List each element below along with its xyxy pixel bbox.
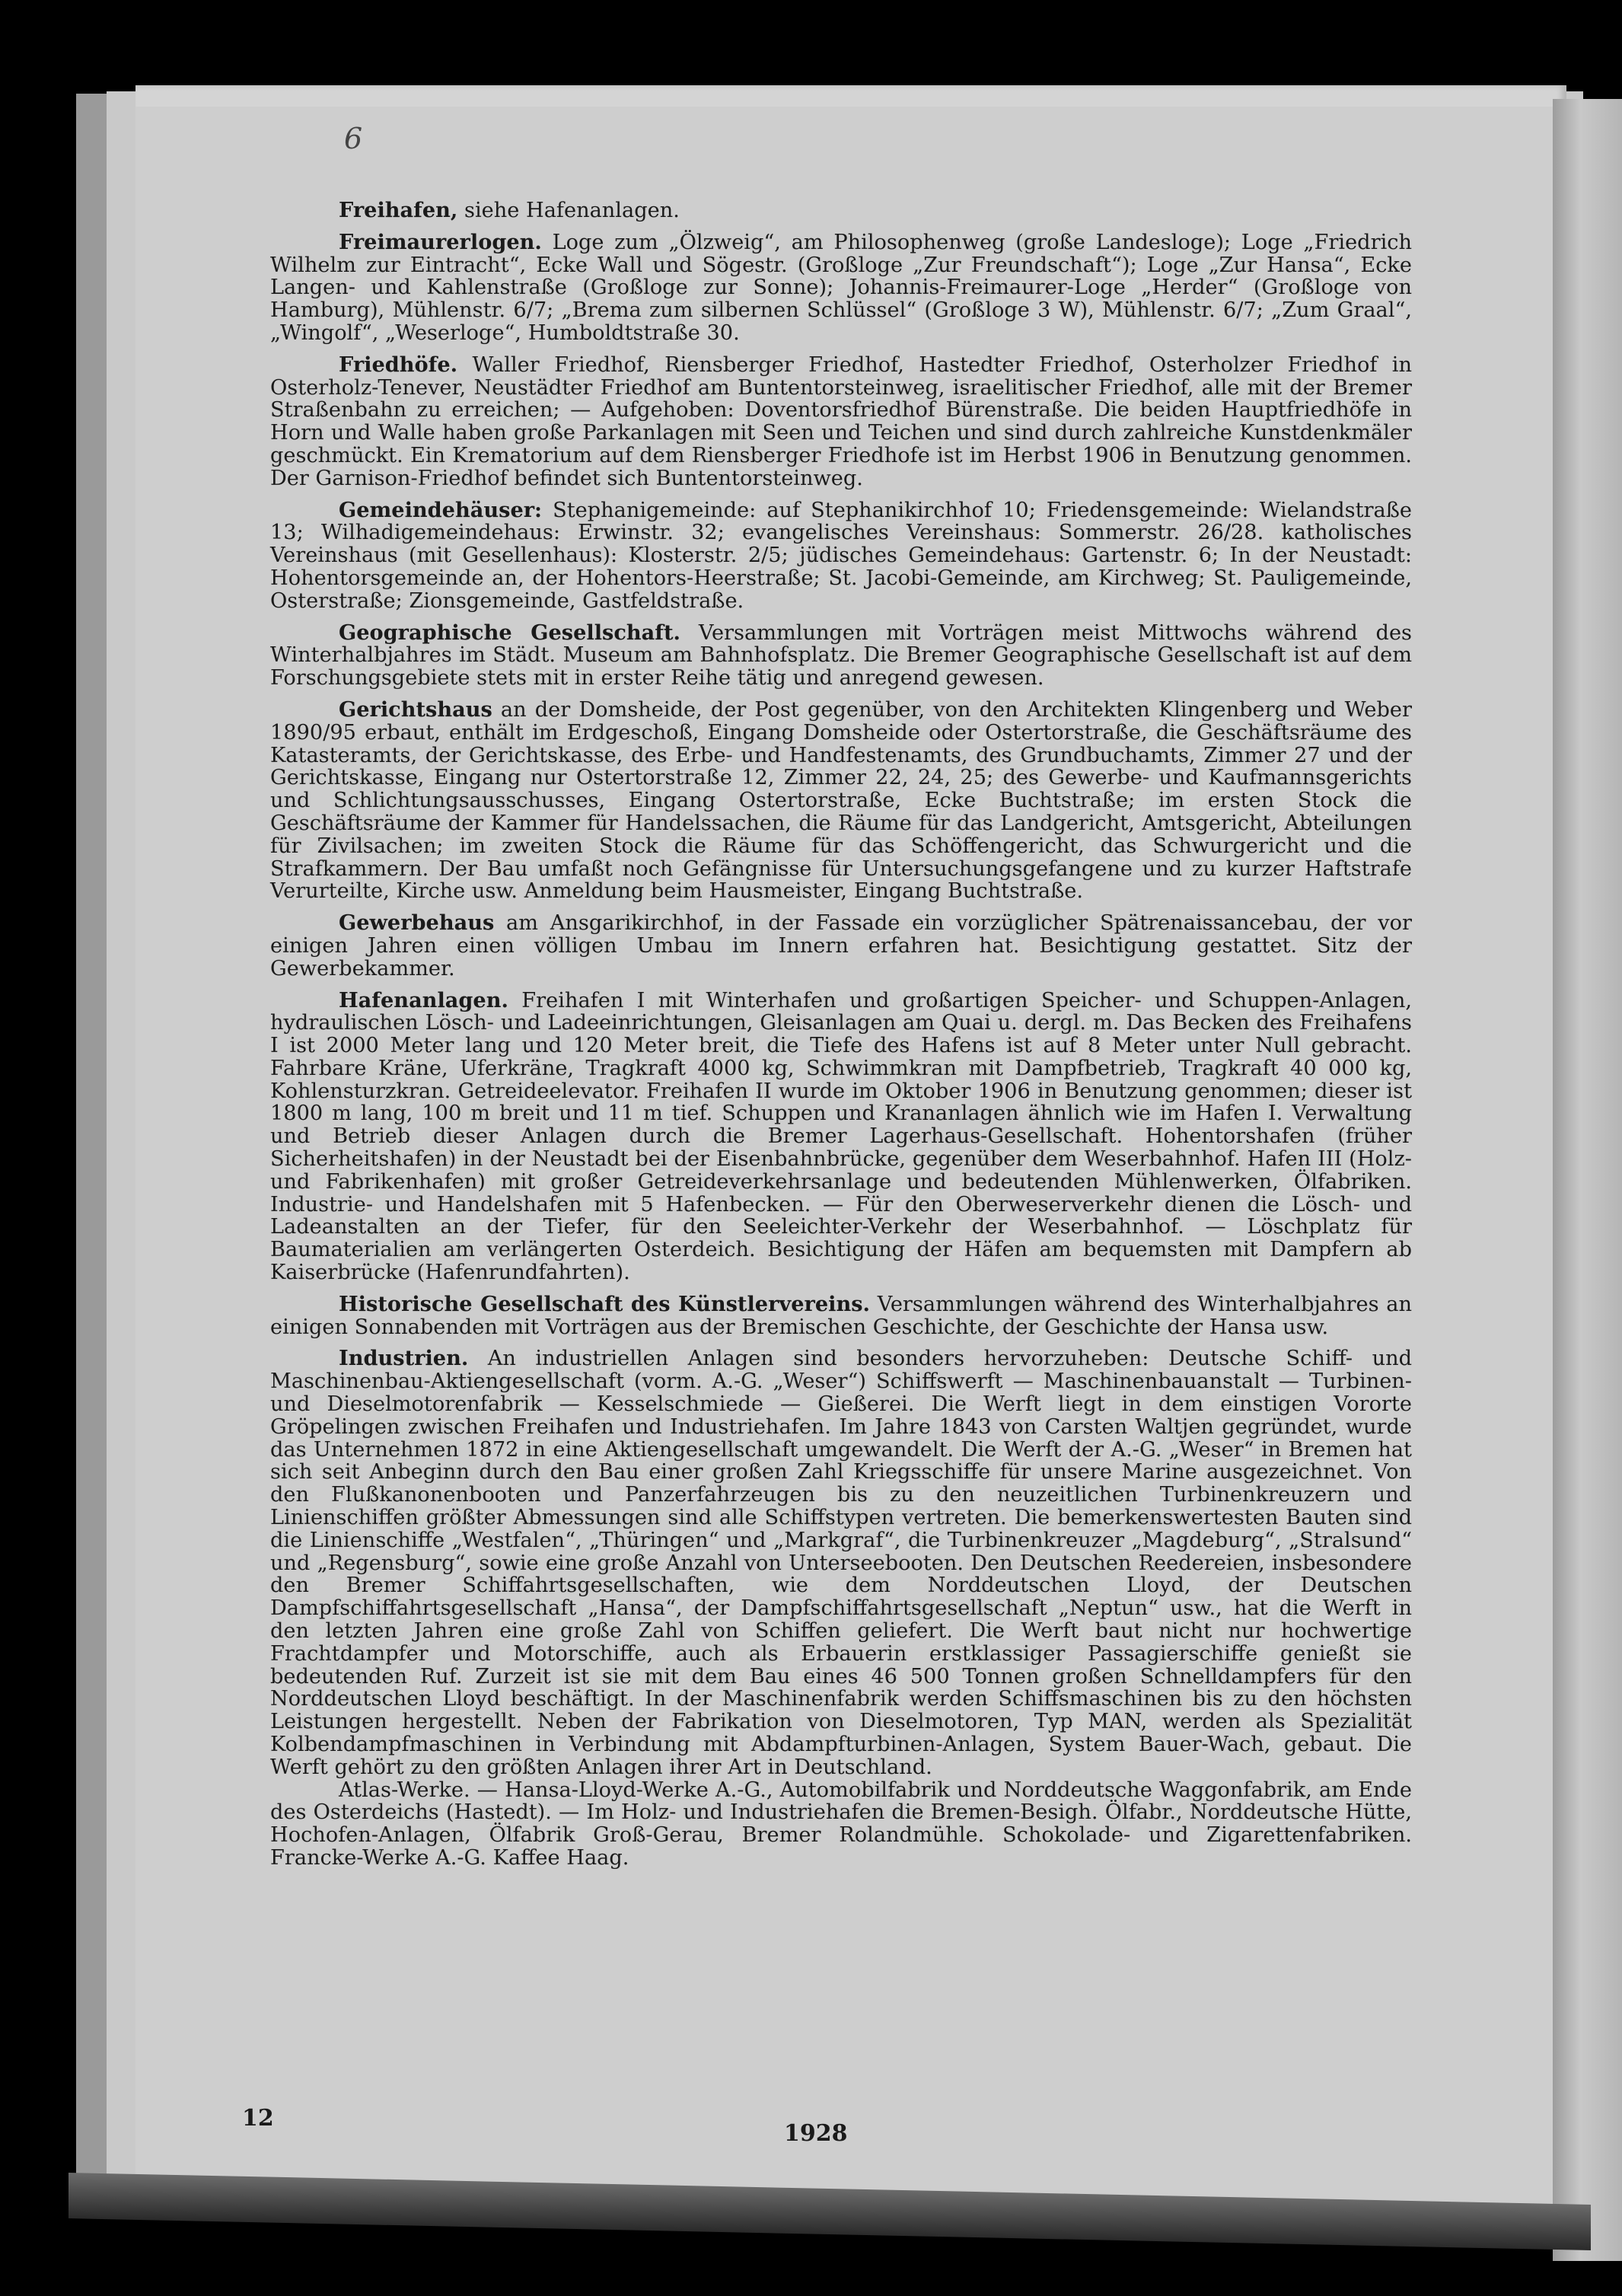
- entry-industrien-continued: [270, 1779, 1412, 1870]
- entry-gemeindehaeuser: [270, 499, 1412, 613]
- entry-term: Hafenanlagen.: [339, 987, 508, 1012]
- entry-term: Geographische Gesellschaft.: [339, 620, 681, 645]
- entry-gewerbehaus: [270, 912, 1412, 980]
- entry-gerichtshaus: [270, 699, 1412, 903]
- entry-body: Loge zum „Ölzweig“, am Philosophenweg (große Landesloge); Loge „Friedrich Wilhelm zur Eintracht“, Ecke Wall und Sögestr. (Großloge „Zur Freundschaft“); Loge „Zur Hansa“, Ecke Langen- und Kahlenstraße (Großloge zur Sonne); Johannis-Freimaurer-Loge „Herder“ (Großloge von Hamburg), Mühlenstr. 6/7; „Brema zum silbernen Schlüssel“ (Großloge 3 W), Mühlenstr. 6/7; „Zum Graal“, „Wingolf“, „Weserloge“, Humboldtstraße 30.: [270, 230, 1412, 345]
- page-fold: [1553, 99, 1622, 2261]
- page-number: 12: [242, 2105, 274, 2132]
- entry-term: Gerichtshaus: [339, 697, 492, 722]
- entry-body: Freihafen I mit Winterhafen und großartigen Speicher- und Schuppen-Anlagen, hydraulischen Lösch- und Ladeeinrichtungen, Gleisanlagen am Quai u. dergl. m. Das Becken des Freihafens I ist 2000 Meter lang und 120 Meter breit, die Tiefe des Hafens ist auf 8 Meter unter Null gebracht. Fahrbare Kräne, Uferkräne, Tragkraft 4000 kg, Schwimmkran mit Dampfbetrieb, Tragkraft 40 000 kg, Kohlensturzkran. Getreideelevator. Freihafen II wurde im Oktober 1906 in Benutzung genommen; dieser ist 1800 m lang, 100 m breit und 11 m tief. Schuppen und Krananlagen ähnlich wie im Hafen I. Verwaltung und Betrieb dieser Anlagen durch die Bremer Lagerhaus-Gesellschaft. Hohentorshafen (früher Sicherheitshafen) in der Neustadt bei der Eisenbahnbrücke, gegenüber dem Weserbahnhof. Hafen III (Holz- und Fabrikenhafen) mit großer Getreideverkehrsanlage und bedeutenden Mühlenwerken, Ölfabriken. Industrie- und Handelshafen mit 5 Hafenbecken. — Für den Oberweserverkehr dienen die Lösch- und Ladeanstalten an der Tiefer, für den Seeleichter-Verkehr der Weserbahnhof. — Löschplatz für Baumaterialien am verlängerten Osterdeich. Besichtigung der Häfen am bequemsten mit Dampfern ab Kaiserbrücke (Hafenrundfahrten).: [270, 988, 1412, 1285]
- document-text: [270, 199, 1412, 1879]
- entry-body: am Ansgarikirchhof, in der Fassade ein vorzüglicher Spätrenaissancebau, der vor einigen Jahren einen völligen Umbau im Innern erfahren hat. Besichtigung gestattet. Sitz der Gewerbekammer.: [270, 911, 1412, 981]
- entry-body: Atlas-Werke. — Hansa-Lloyd-Werke A.-G., Automobilfabrik und Norddeutsche Waggonfabrik, am Ende des Osterdeichs (Hastedt). — Im Holz- und Industriehafen die Bremen-Besigh. Ölfabr., Norddeutsche Hütte, Hochofen-Anlagen, Ölfabrik Groß-Gerau, Bremer Rolandmühle. Schokolade- und Zigarettenfabriken. Francke-Werke A.-G. Kaffee Haag.: [270, 1778, 1412, 1870]
- entry-industrien: [270, 1347, 1412, 1778]
- entry-freihafen: [270, 199, 1412, 222]
- publication-year: 1928: [784, 2120, 848, 2147]
- entry-freimaurerlogen: [270, 231, 1412, 345]
- entry-hafenanlagen: [270, 987, 1412, 1285]
- entry-term: Gemeindehäuser:: [339, 497, 543, 522]
- entry-geographische-gesellschaft: [270, 622, 1412, 690]
- entry-body: siehe Hafenanlagen.: [457, 199, 680, 222]
- pencil-annotation: 6: [344, 122, 363, 155]
- entry-body: an der Domsheide, der Post gegenüber, von den Architekten Klingenberg und Weber 1890/95 erbaut, enthält im Erdgeschoß, Eingang Domsheide oder Ostertorstraße, die Geschäftsräume des Katasteramts, der Gerichtskasse, des Erbe- und Handfestenamts, des Grundbuchamts, Zimmer 27 und der Gerichtskasse, Eingang nur Ostertorstraße 12, Zimmer 22, 24, 25; des Gewerbe- und Kaufmannsgerichts und Schlichtungsausschusses, Eingang Ostertorstraße, Ecke Buchtstraße; im ersten Stock die Geschäftsräume der Kammer für Handelssachen, die Räume für das Landgericht, Amtsgericht, Abteilungen für Zivilsachen; im zweiten Stock die Räume für das Schöffengericht, das Schwurgericht und die Strafkammern. Der Bau umfaßt noch Gefängnisse für Untersuchungsgefangene und zu kurzer Haftstrafe Verurteilte, Kirche usw. Anmeldung beim Hausmeister, Eingang Buchtstraße.: [270, 697, 1412, 904]
- entry-term: Historische Gesellschaft des Künstlervereins.: [339, 1291, 870, 1316]
- entry-term: Gewerbehaus: [339, 910, 495, 936]
- entry-body: Waller Friedhof, Riensberger Friedhof, Hastedter Friedhof, Osterholzer Friedhof in Osterholz-Tenever, Neustädter Friedhof am Buntentorsteinweg, israelitischer Friedhof, alle mit der Bremer Straßenbahn zu erreichen; — Aufgehoben: Doventorsfriedhof Bürenstraße. Die beiden Hauptfriedhöfe in Horn und Walle haben große Parkanlagen mit Seen und Teichen und sind durch zahlreiche Kunstdenkmäler geschmückt. Ein Krematorium auf dem Riensberger Friedhofe ist im Herbst 1906 in Benutzung genommen. Der Garnison-Friedhof befindet sich Buntentorsteinweg.: [270, 352, 1412, 490]
- entry-friedhoefe: [270, 354, 1412, 490]
- entry-historische-gesellschaft: [270, 1293, 1412, 1339]
- entry-body: Versammlungen während des Winterhalbjahres an einigen Sonnabenden mit Vorträgen aus der Bremischen Geschichte, der Geschichte der Hansa usw.: [270, 1292, 1412, 1339]
- entry-term: Friedhöfe.: [339, 352, 458, 377]
- entry-term: Freimaurerlogen.: [339, 229, 542, 254]
- entry-term: Freihafen,: [339, 198, 458, 222]
- entry-body: Versammlungen mit Vorträgen meist Mittwochs während des Winterhalbjahres im Städt. Museum am Bahnhofsplatz. Die Bremer Geographische Gesellschaft ist auf dem Forschungsgebiete stets mit in erster Reihe tätig und anregend gewesen.: [270, 620, 1412, 690]
- entry-body: Stephanigemeinde: auf Stephanikirchhof 10; Friedensgemeinde: Wielandstraße 13; Wilhadigemeindehaus: Erwinstr. 32; evangelisches Vereinshaus: Sommerstr. 26/28. katholisches Vereinshaus (mit Gesellenhaus): Klosterstr. 2/5; jüdisches Gemeindehaus: Gartenstr. 6; In der Neustadt: Hohentorsgemeinde an, der Hohentors-Heerstraße; St. Jacobi-Gemeinde, am Kirchweg; St. Pauligemeinde, Osterstraße; Zionsgemeinde, Gastfeldstraße.: [270, 498, 1412, 613]
- entry-body: An industriellen Anlagen sind besonders hervorzuheben: Deutsche Schiff- und Maschinenbau-Aktiengesellschaft (vorm. A.-G. „Weser“) Schiffswerft — Maschinenbauanstalt — Turbinen- und Dieselmotorenfabrik — Kesselschmiede — Gießerei. Die Werft liegt in dem einstigen Vororte Gröpelingen zwischen Freihafen und Industriehafen. Im Jahre 1843 von Carsten Waltjen gegründet, wurde das Unternehmen 1872 in eine Aktiengesellschaft umgewandelt. Die Werft der A.-G. „Weser“ in Bremen hat sich seit Anbeginn durch den Bau einer großen Zahl Kriegsschiffe für unsere Marine ausgezeichnet. Von den Flußkanonenbooten und Panzerfahrzeugen bis zu den neuzeitlichen Turbinenkreuzern und Linienschiffen größter Abmessungen sind alle Schiffstypen vertreten. Die bemerkenswertesten Bauten sind die Linienschiffe „Westfalen“, „Thüringen“ und „Markgraf“, die Turbinenkreuzer „Magdeburg“, „Stralsund“ und „Regensburg“, sowie eine große Anzahl von Unterseebooten. Den Deutschen Reedereien, insbesondere den Bremer Schiffahrtsgesellschaften, wie dem Norddeutschen Lloyd, der Deutschen Dampfschiffahrtsgesellschaft „Hansa“, der Dampfschiffahrtsgesellschaft „Neptun“ usw., hat die Werft in den letzten Jahren eine große Zahl von Schiffen geliefert. Die Werft baut nicht nur hochwertige Frachtdampfer und Motorschiffe, auch als Erbauerin erstklassiger Passagierschiffe genießt sie bedeutenden Ruf. Zurzeit ist sie mit dem Bau eines 46 500 Tonnen großen Schnelldampfers für den Norddeutschen Lloyd beschäftigt. In der Maschinenfabrik werden Schiffsmaschinen bis zu den höchsten Leistungen hergestellt. Neben der Fabrikation von Dieselmotoren, Typ MAN, werden als Spezialität Kolbendampfmaschinen in Verbindung mit Abdampfturbinen-Anlagen, System Bauer-Wach, gebaut. Die Werft gehört zu den größten Anlagen ihrer Art in Deutschland.: [270, 1347, 1412, 1779]
- entry-term: Industrien.: [339, 1346, 469, 1371]
